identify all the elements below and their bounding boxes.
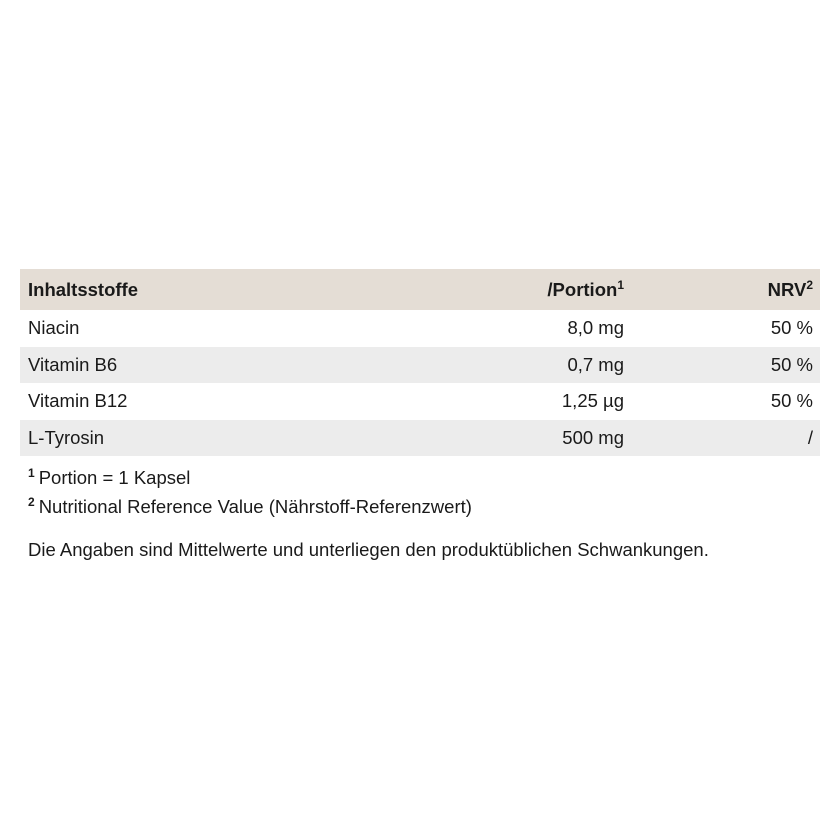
table-row bbox=[20, 383, 820, 420]
footnote-text: Portion = 1 Kapsel bbox=[38, 467, 191, 488]
footnote-nrv bbox=[28, 492, 472, 521]
header-nrv-label: NRV bbox=[767, 278, 807, 300]
table-header bbox=[20, 269, 820, 310]
ingredient-portion: 500 mg bbox=[562, 426, 624, 448]
ingredient-portion: 1,25 µg bbox=[561, 390, 624, 412]
ingredient-nrv: 50 % bbox=[770, 353, 813, 375]
footnote-mark: 1 bbox=[28, 466, 35, 480]
header-portion-footnote-mark: 1 bbox=[617, 277, 624, 292]
table-row bbox=[20, 420, 820, 457]
ingredient-nrv: 50 % bbox=[770, 317, 813, 339]
ingredient-portion: 0,7 mg bbox=[567, 353, 624, 375]
footnote-mark: 2 bbox=[28, 495, 35, 509]
ingredient-portion: 8,0 mg bbox=[567, 317, 624, 339]
nutrition-table bbox=[20, 269, 820, 456]
footnote-text: Nutritional Reference Value (Nährstoff-Referenzwert) bbox=[38, 496, 472, 517]
ingredient-name: Niacin bbox=[28, 317, 80, 339]
ingredient-nrv: 50 % bbox=[770, 390, 813, 412]
footnote-portion bbox=[28, 463, 472, 492]
table-row bbox=[20, 347, 820, 384]
ingredient-name: L-Tyrosin bbox=[28, 426, 105, 448]
header-nrv bbox=[633, 279, 820, 301]
header-nrv-footnote-mark: 2 bbox=[806, 277, 813, 292]
footnotes bbox=[28, 463, 472, 521]
ingredient-name: Vitamin B12 bbox=[28, 390, 128, 412]
header-ingredients: Inhaltsstoffe bbox=[28, 278, 138, 300]
header-portion bbox=[424, 279, 633, 301]
ingredient-name: Vitamin B6 bbox=[28, 353, 118, 375]
header-portion-label: /Portion bbox=[547, 278, 618, 300]
table-row bbox=[20, 310, 820, 347]
ingredient-nrv: / bbox=[807, 426, 813, 448]
disclaimer-text: Die Angaben sind Mittelwerte und unterliegen den produktüblichen Schwankungen. bbox=[28, 539, 709, 560]
